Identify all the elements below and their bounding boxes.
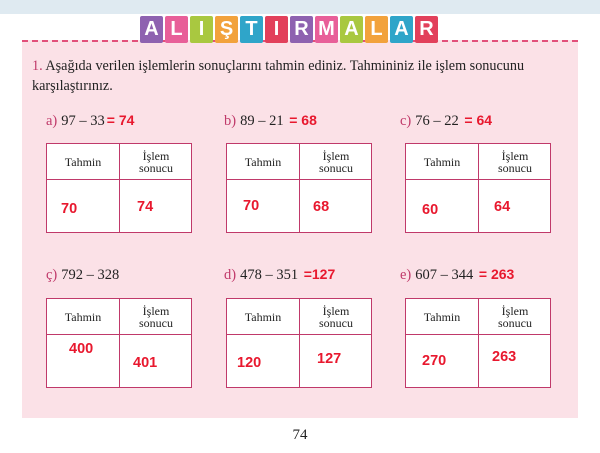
result-header-line1: İşlem [142, 303, 170, 318]
title-letter: T [240, 16, 263, 43]
estimate-header: Tahmin [423, 309, 461, 324]
problem-answer: = 74 [106, 112, 135, 128]
result-header [120, 299, 192, 334]
problem-letter: d) [224, 267, 237, 283]
problem-c-label [400, 112, 492, 130]
table-divider [406, 334, 550, 335]
title-letter: A [140, 16, 163, 43]
instruction-text: Aşağıda verilen işlemlerin sonuçlarını tahmin ediniz. Tahmininiz ile işlem sonucunu karşılaştırınız. [32, 58, 525, 94]
problem-c-table [405, 143, 551, 233]
result-header-line2: sonucu [139, 315, 173, 330]
result-header [120, 144, 192, 179]
problem-expression: 478 – 351 [240, 267, 299, 283]
result-header-line2: sonucu [498, 160, 532, 175]
title-letter: I [265, 16, 288, 43]
result-header [300, 144, 372, 179]
title-letter: A [390, 16, 413, 43]
result-header-line2: sonucu [498, 315, 532, 330]
problem-answer: =127 [303, 266, 336, 282]
problem-expression: 792 – 328 [61, 267, 120, 283]
result-header-line1: İşlem [322, 148, 350, 163]
top-strip [0, 0, 600, 14]
title-letter: R [290, 16, 313, 43]
estimate-header: Tahmin [64, 154, 102, 169]
title-letter: I [190, 16, 213, 43]
estimate-header: Tahmin [64, 309, 102, 324]
estimate-header: Tahmin [244, 309, 282, 324]
problem-a-label [46, 112, 134, 130]
result-header-line1: İşlem [501, 148, 529, 163]
problem-d-label [224, 266, 335, 284]
result-header-line2: sonucu [139, 160, 173, 175]
problem-d-table [226, 298, 372, 388]
title-letter: M [315, 16, 338, 43]
exercise-instruction [32, 56, 562, 96]
problem-expression: 89 – 21 [240, 113, 284, 129]
result-header [300, 299, 372, 334]
table-divider [47, 334, 191, 335]
result-header [479, 144, 551, 179]
estimate-header: Tahmin [244, 154, 282, 169]
title-letter: R [415, 16, 438, 43]
title-letter: L [365, 16, 388, 43]
result-header-line1: İşlem [322, 303, 350, 318]
estimate-value: 270 [422, 353, 447, 369]
problem-letter: e) [400, 267, 412, 283]
result-header-line2: sonucu [319, 315, 353, 330]
title-letter: Ş [215, 16, 238, 43]
problem-b-table [226, 143, 372, 233]
problem-expression: 607 – 344 [415, 267, 474, 283]
estimate-header: Tahmin [423, 154, 461, 169]
result-value: 263 [492, 349, 517, 365]
problem-e-table [405, 298, 551, 388]
problem-expression: 97 – 33 [61, 113, 105, 129]
estimate-value: 70 [61, 201, 78, 217]
result-header-line1: İşlem [142, 148, 170, 163]
problem-expression: 76 – 22 [415, 113, 459, 129]
exercise-number: 1. [32, 58, 43, 74]
page-title [140, 16, 438, 46]
result-value: 401 [133, 355, 158, 371]
result-value: 74 [137, 199, 154, 215]
result-value: 64 [494, 199, 511, 215]
table-divider [47, 179, 191, 180]
problem-letter: c) [400, 113, 412, 129]
result-header-line1: İşlem [501, 303, 529, 318]
result-value: 127 [317, 351, 342, 367]
problem-answer: = 64 [464, 112, 493, 128]
problem-c-cedilla-table [46, 298, 192, 388]
title-letter: L [165, 16, 188, 43]
table-divider [227, 334, 371, 335]
page-number: 74 [292, 427, 308, 443]
table-divider [406, 179, 550, 180]
title-letter: A [340, 16, 363, 43]
problem-letter: b) [224, 113, 237, 129]
problem-answer: = 68 [289, 112, 317, 128]
estimate-value: 70 [243, 198, 260, 214]
problem-b-label [224, 112, 317, 130]
problem-letter: ç) [46, 267, 58, 283]
problem-c-cedilla-label [46, 266, 121, 284]
result-value: 68 [313, 199, 330, 215]
result-header [479, 299, 551, 334]
result-header-line2: sonucu [319, 160, 353, 175]
problem-answer: = 263 [478, 266, 515, 282]
problem-a-table [46, 143, 192, 233]
estimate-value: 400 [69, 341, 94, 357]
problem-e-label [400, 266, 514, 284]
problem-letter: a) [46, 113, 58, 129]
estimate-value: 60 [422, 202, 439, 218]
estimate-value: 120 [237, 355, 262, 371]
table-divider [227, 179, 371, 180]
